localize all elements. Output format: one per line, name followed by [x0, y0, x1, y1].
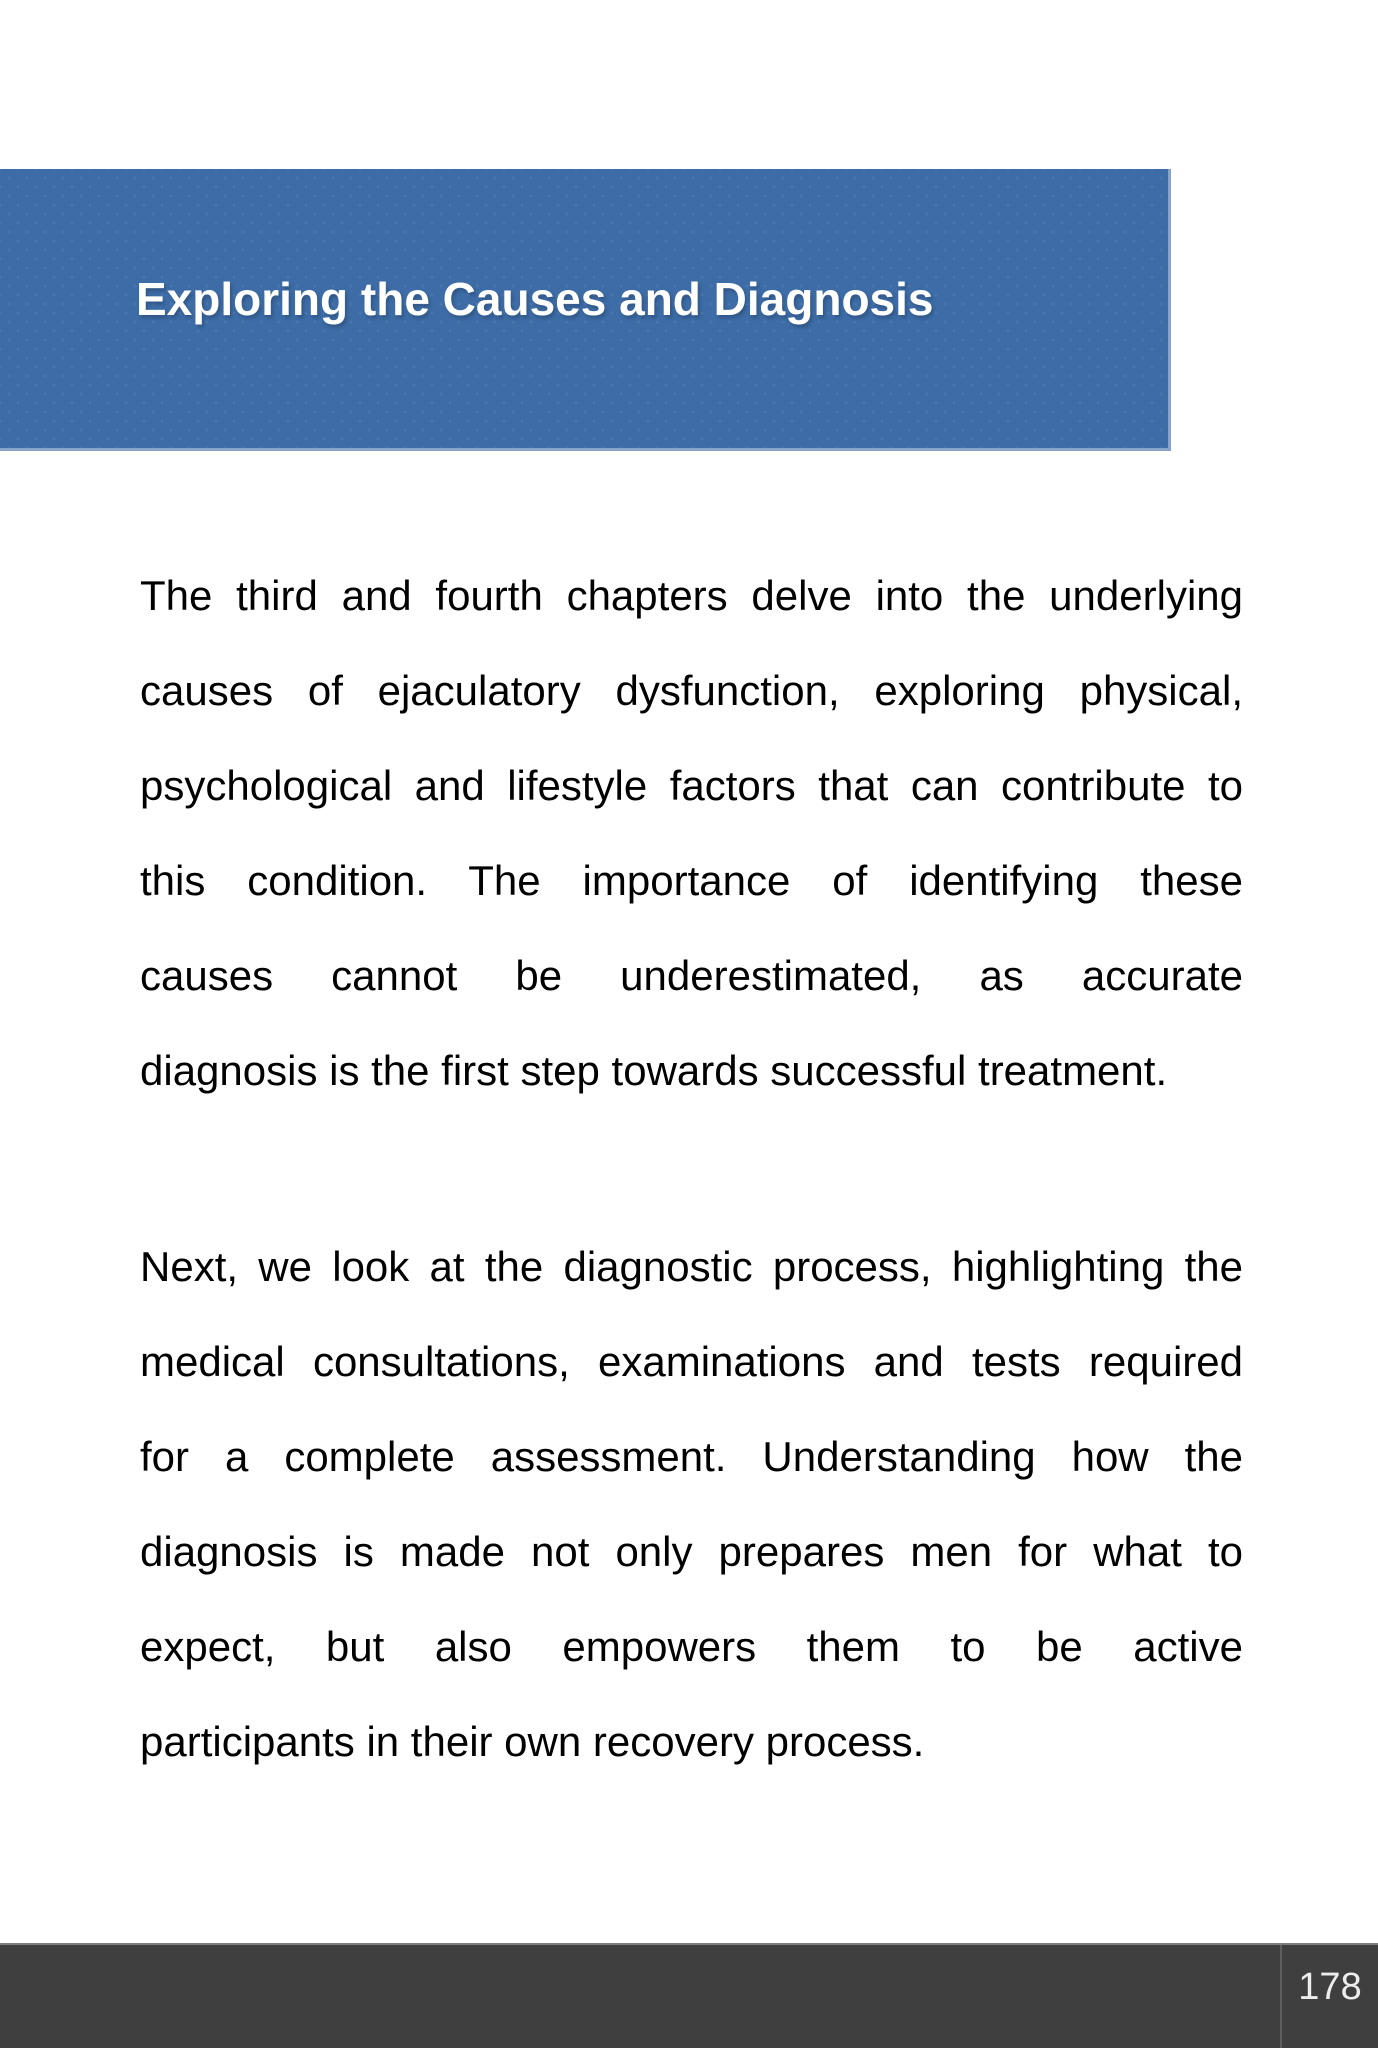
footer-bar	[0, 1943, 1378, 2048]
text-line: participants in their own recovery process.	[140, 1718, 925, 1765]
text-line: this condition. The importance of identifying these	[140, 857, 1243, 904]
text-line: The third and fourth chapters delve into the underlying	[140, 572, 1243, 619]
text-line: for a complete assessment. Understanding how the	[140, 1433, 1243, 1480]
text-line: psychological and lifestyle factors that can contribute to	[140, 762, 1243, 809]
paragraph	[140, 1219, 1243, 1789]
chapter-title-band	[0, 169, 1171, 451]
text-line: diagnosis is the first step towards successful treatment.	[140, 1047, 1168, 1094]
paragraph	[140, 548, 1243, 1118]
body-text	[140, 548, 1243, 1890]
text-line: causes of ejaculatory dysfunction, exploring physical,	[140, 667, 1243, 714]
text-line: Next, we look at the diagnostic process, highlighting the	[140, 1243, 1243, 1290]
page-number: 178	[1298, 1966, 1362, 2008]
text-line: medical consultations, examinations and tests required	[140, 1338, 1243, 1385]
text-line: diagnosis is made not only prepares men for what to	[140, 1528, 1243, 1575]
chapter-title: Exploring the Causes and Diagnosis	[136, 273, 934, 325]
text-line: causes cannot be underestimated, as accurate	[140, 952, 1243, 999]
text-line: expect, but also empowers them to be active	[140, 1623, 1243, 1670]
